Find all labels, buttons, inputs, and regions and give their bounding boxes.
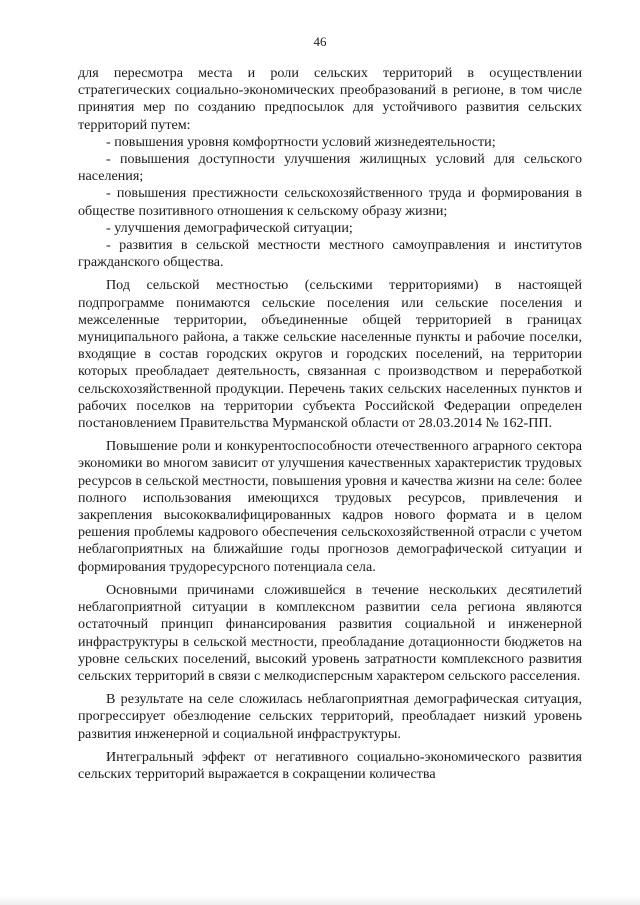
list-item: - развития в сельской местности местного самоуправления и институтов гражданского общества. xyxy=(78,237,582,271)
list-item: - повышения доступности улучшения жилищных условий для сельского населения; xyxy=(78,151,582,185)
document-body xyxy=(78,65,582,783)
paragraph: Интегральный эффект от негативного социально-экономического развития сельских территорий выражается в сокращении количества xyxy=(78,748,582,782)
scan-edge-shadow xyxy=(0,896,640,905)
paragraph: В результате на селе сложилась неблагоприятная демографическая ситуация, прогрессирует обезлюдение сельских территорий, преобладает низкий уровень развития инженерной и социальной инфраструктуры. xyxy=(78,691,582,742)
paragraph-continuation: для пересмотра места и роли сельских территорий в осуществлении стратегических социально-экономических преобразований в регионе, в том числе принятия мер по созданию предпосылок для устойчивого развития сельских территорий путем: xyxy=(78,65,582,133)
list-item: - улучшения демографической ситуации; xyxy=(106,219,353,236)
page-number: 46 xyxy=(313,34,327,49)
list-item: - повышения уровня комфортности условий жизнедеятельности; xyxy=(106,133,496,150)
paragraph: Основными причинами сложившейся в течение нескольких десятилетий неблагоприятной ситуации в комплексном развитии села региона являются остаточный принцип финансирования развития социальной и инженерной инфраструктуры в сельской местности, преобладание дотационности бюджетов на уровне сельских поселений, высокий уровень затратности комплексного развития сельских территорий в связи с мелкодисперсным характером сельского расселения. xyxy=(78,581,582,684)
paragraph: Под сельской местностью (сельскими территориями) в настоящей подпрограмме понимаются сельские поселения или сельские поселения и межселенные территории, объединенные общей территорией в границах муниципального района, а также сельские населенные пункты и рабочие поселки, входящие в состав городских округов и городских поселений, на территории которых преобладает деятельность, связанная с производством и переработкой сельскохозяйственной продукции. Перечень таких сельских населенных пунктов и рабочих поселков на территории субъекта Российской Федерации определен постановлением Правительства Мурманской области от 28.03.2014 № 162-ПП. xyxy=(78,277,582,432)
paragraph: Повышение роли и конкурентоспособности отечественного аграрного сектора экономики во многом зависит от улучшения качественных характеристик трудовых ресурсов в сельской местности, повышения уровня и качества жизни на селе: более полного использования имеющихся трудовых ресурсов, привлечения и закрепления высококвалифицированных кадров нового формата и в целом решения проблемы кадрового обеспечения сельскохозяйственной отрасли с учетом неблагоприятных на ближайшие годы прогнозов демографической ситуации и формирования трудоресурсного потенциала села. xyxy=(78,438,582,575)
list-item: - повышения престижности сельскохозяйственного труда и формирования в обществе позитивного отношения к сельскому образу жизни; xyxy=(78,185,582,219)
